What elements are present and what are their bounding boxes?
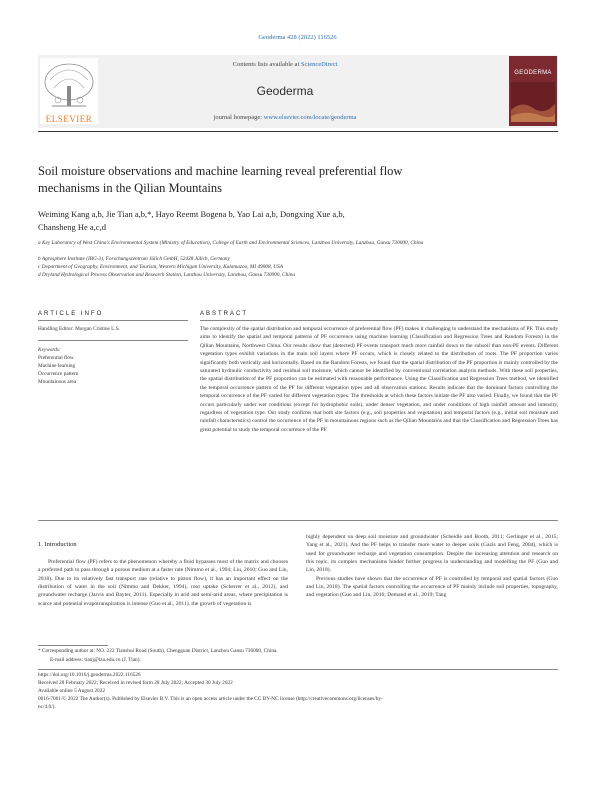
authors-line-2[interactable]: Chansheng He a,c,d <box>38 222 106 232</box>
abstract-heading: ABSTRACT <box>200 311 249 317</box>
article-info-heading: ARTICLE INFO <box>38 311 104 317</box>
article-info-rule <box>38 320 188 321</box>
contents-availability <box>100 61 470 68</box>
contents-prefix: Contents lists available at <box>232 61 301 68</box>
right-column <box>306 533 558 600</box>
doi-link[interactable]: https://doi.org/10.1016/j.geoderma.2022.116526 <box>38 672 141 678</box>
intro-paragraph: Preferential flow (PF) refers to the phenomenon whereby a fluid bypasses most of the matrix and chooses a preferred path to pass through a porous medium at a faster rate (Nimmo et al., 1994; Liu, 2010; Guo and Lin, 2018). Due to its relatively fast transport rate (relative to piston flow), it has an important effect on the distribution of water in the soil (Nimmo and Dekker, 1994), root uptake (Scherrer et al., 2012), and groundwater recharge (Jarvis and Bayter, 2011). Especially in arid and semi-arid areas, where precipitation is scarce and potential evapotranspiration is intense (Guo et al., 2011), the growth of vegetation is <box>38 559 288 607</box>
email-note[interactable]: E-mail address: tianj@lzu.edu.cn (J. Tian). <box>50 657 141 663</box>
cover-illustration <box>511 82 555 122</box>
license-line-1[interactable]: 0016-7061/© 2022 The Author(s). Published by Elsevier B.V. This is an open access article under the CC BY-NC license (http://creativecommons.org/licenses/by- <box>38 696 383 702</box>
affiliation: a Key Laboratory of West China's Environmental System (Ministry of Education), College of Earth and Environmental Sciences, Lanzhou University, Lanzhou, Gansu 730000, China <box>38 240 424 246</box>
authors-line-1[interactable]: Weiming Kang a,b, Jie Tian a,b,*, Hayo Reemt Bogena b, Yao Lai a,b, Dongxing Xue a,b, <box>38 209 345 219</box>
handling-editor: Handling Editor: Morgan Cristine L.S. <box>38 326 120 332</box>
keywords-rule <box>38 340 188 341</box>
title-line-2: mechanisms in the Qilian Mountains <box>38 181 223 195</box>
header-rule <box>38 131 558 132</box>
footnote-rule <box>38 645 108 646</box>
corresponding-author-note: * Corresponding author at: NO. 222 Tianshui Road (South), Chengguan District, Lanzhou Gansu 730000, China. <box>38 648 278 654</box>
abstract-text: The complexity of the spatial distribution and temporal occurrence of preferential flow (PF) makes it challenging to understand the mechanisms of PF. This study aims to identify the spatial and temporal patterns of PF occurrence using machine learning (Classification and Regression Trees and Random Forests) in the Qilian Mountains, Northwest China. Our results show that (detected) PF events transport much more rainfall down to the subsoil than non-PF events. Different vegetation types exhibit variations in the main soil layers where PF occurs, which is closely related to the distribution of roots. The PF proportion varies significantly both vertically and horizontally. Based on the Random Forests, we found that the spatial distribution of the PF proportion is mainly controlled by the saturated hydraulic conductivity and residual soil moisture, which cannot be identified by conventional correlation analysis methods. With these soil properties, the spatial distribution of the PF proportion can be estimated with reasonable performance. Using the Classification and Regression Trees method, we identified the temporal occurrence pattern of the PF for different vegetation types and all observation stations. Results indicate that the dominant factors controlling the temporal occurrence of the PF varied for different vegetation types. The thresholds at which these factors initiate the PF also varied. Finally, we found that the PF occurs particularly under wet conditions (except for hydrophobic soils), under denser vegetation, and under conditions of high rainfall amount and intensity, regardless of vegetation type. Our study confirms that both site factors (e.g., soil properties and vegetation) and temporal factors (e.g., initial soil moisture and rainfall characteristics) control the occurrence of the PF in mountainous regions such as the Qilian Mountains and that the Classification and Regression Trees has great potential to study the temporal occurrence of the PF. <box>200 326 558 433</box>
received-dates: Received 28 February 2022; Received in revised form 28 July 2022; Accepted 30 July 2022 <box>38 680 233 686</box>
journal-citation[interactable]: Geoderma 428 (2022) 116526 <box>258 34 337 41</box>
abstract-bottom-rule <box>38 520 558 521</box>
available-online: Available online 5 August 2022 <box>38 688 105 694</box>
affiliation: b Agrosphere Institute (IBG-3), Forschungszentrum Jülich GmbH, 52428 Jülich, Germany <box>38 256 230 262</box>
article-title <box>38 163 558 197</box>
homepage-link[interactable]: www.elsevier.com/locate/geoderma <box>263 114 357 121</box>
section-title: 1. Introduction <box>38 541 77 548</box>
affiliation: d Dryland Hydrological Process Observation and Research Station, Lanzhou University, Lanzhou, Gansu 730000, China <box>38 272 296 278</box>
keyword-item: Preferential flow <box>38 355 74 361</box>
author-list <box>38 208 558 234</box>
keyword-item: Machine learning <box>38 363 76 369</box>
homepage-prefix: journal homepage: <box>213 114 264 121</box>
affiliation: c Department of Geography, Environment, and Tourism, Western Michigan University, Kalamazoo, MI 49008, USA <box>38 264 283 270</box>
left-column <box>38 558 288 608</box>
intro-paragraph: highly dependent on deep soil moisture and groundwater (Scheidle and Booth, 2011; Gerlinger et al., 2015; Yang et al., 2021). And the PF helps to transfer more water to deeper soils (Gazis and Feng, 2004), which is used for groundwater recharge and vegetation consumption. Despite the increasing attention and research on this topic, its complex mechanisms hinder further progress in understanding and modelling the PF (Guo and Lin, 2018). <box>306 534 558 574</box>
publisher-name: ELSEVIER <box>45 114 93 124</box>
abstract-rule <box>200 320 558 321</box>
keyword-item: Mountainous area <box>38 379 77 385</box>
title-line-1: Soil moisture observations and machine learning reveal preferential flow <box>38 164 403 178</box>
keyword-item: Occurrence pattern <box>38 371 79 377</box>
license-line-2[interactable]: nc/4.0/). <box>38 704 56 710</box>
footer-rule <box>38 669 558 670</box>
journal-name: Geoderma <box>256 84 314 98</box>
sciencedirect-link[interactable]: ScienceDirect <box>300 61 338 68</box>
journal-homepage <box>100 114 470 121</box>
intro-paragraph: Previous studies have shown that the occurrence of PF is controlled by temporal and spatial factors (Guo and Lin, 2018). The spatial factors controlling the occurrence of PF mainly include soil properties, topography, and vegetation (Guo and Lin, 2016; Demand et al., 2019; Tang <box>306 575 558 599</box>
keywords-label: Keywords: <box>38 347 61 353</box>
cover-title: GEODERMA <box>514 70 552 76</box>
